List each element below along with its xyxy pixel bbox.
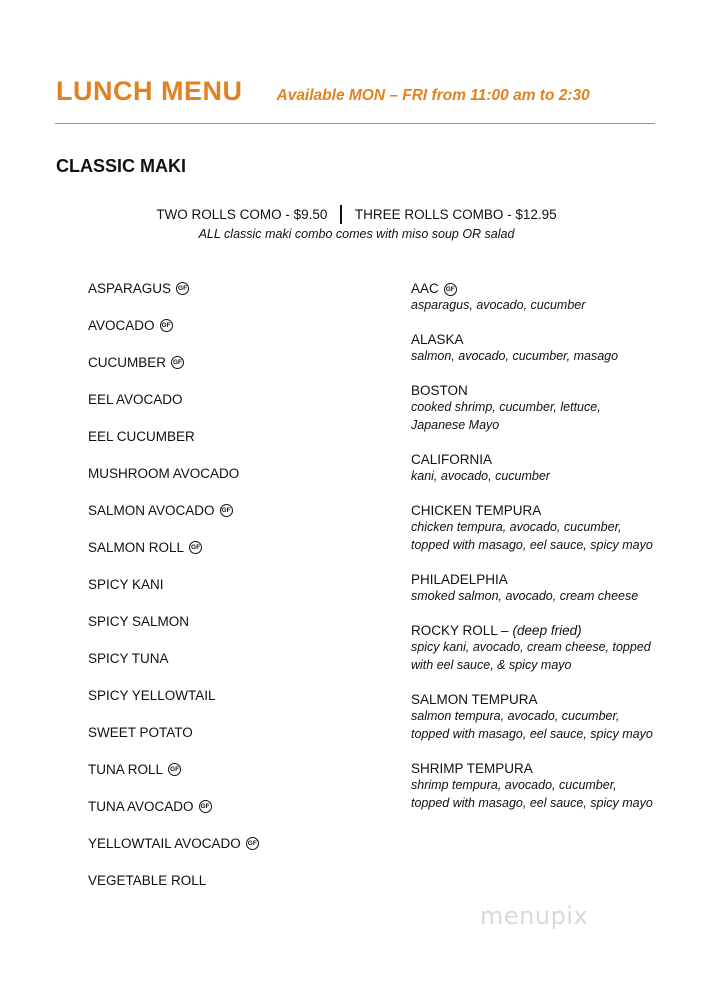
menu-item-header xyxy=(411,281,691,296)
combo-note: ALL classic maki combo comes with miso soup OR salad xyxy=(198,227,515,241)
menu-item xyxy=(411,332,691,365)
menu-item-description: spicy kani, avocado, cream cheese, topped xyxy=(411,640,651,654)
menu-item-header xyxy=(411,692,691,707)
menu-item-name: CHICKEN TEMPURA xyxy=(411,503,542,518)
menu-item-description: Japanese Mayo xyxy=(411,418,500,432)
menu-item xyxy=(88,318,259,355)
menu-item-header xyxy=(411,572,691,587)
menu-item-note: (deep fried) xyxy=(512,623,582,638)
menu-item-header xyxy=(411,623,691,638)
menu-item-header xyxy=(411,452,691,467)
gluten-free-icon: GF xyxy=(246,837,259,850)
menu-item-name: SPICY YELLOWTAIL xyxy=(88,688,216,703)
menu-item-name: CALIFORNIA xyxy=(411,452,493,467)
menu-item-description: asparagus, avocado, cucumber xyxy=(411,298,586,312)
menu-item-description: salmon, avocado, cucumber, masago xyxy=(411,349,619,363)
left-menu-list xyxy=(88,281,259,910)
menu-item xyxy=(88,614,259,651)
menu-item-header xyxy=(411,503,691,518)
menu-item-name: AVOCADO xyxy=(88,318,155,333)
menu-item-name: VEGETABLE ROLL xyxy=(88,873,207,888)
three-rolls-combo: THREE ROLLS COMBO - $12.95 xyxy=(354,207,557,222)
gluten-free-icon: GF xyxy=(171,356,184,369)
combo-separator xyxy=(340,205,342,224)
right-menu-list xyxy=(411,281,691,830)
menu-item-name: TUNA AVOCADO xyxy=(88,799,194,814)
menu-item-name: SALMON TEMPURA xyxy=(411,692,538,707)
menu-item xyxy=(88,688,259,725)
menu-item xyxy=(411,572,691,605)
menu-item xyxy=(88,355,259,392)
menu-item-name: EEL AVOCADO xyxy=(88,392,183,407)
menu-item-name: SALMON ROLL xyxy=(88,540,185,555)
menu-item xyxy=(411,281,691,314)
menu-item-description: topped with masago, eel sauce, spicy mayo xyxy=(411,796,653,810)
gluten-free-icon: GF xyxy=(160,319,173,332)
menu-item xyxy=(88,429,259,466)
menu-item-name: SPICY TUNA xyxy=(88,651,169,666)
menu-item-description: topped with masago, eel sauce, spicy mayo xyxy=(411,538,653,552)
menu-item-name: MUSHROOM AVOCADO xyxy=(88,466,240,481)
menu-item xyxy=(88,392,259,429)
menu-item-name: SPICY KANI xyxy=(88,577,164,592)
menu-item-name: ALASKA xyxy=(411,332,464,347)
menu-item xyxy=(88,466,259,503)
header-divider xyxy=(55,123,655,124)
menu-item-name: EEL CUCUMBER xyxy=(88,429,195,444)
section-title: CLASSIC MAKI xyxy=(56,156,186,176)
menu-item-description: topped with masago, eel sauce, spicy mayo xyxy=(411,727,653,741)
gluten-free-icon: GF xyxy=(189,541,202,554)
menu-item xyxy=(411,503,691,554)
menu-item xyxy=(411,623,691,674)
combo-pricing xyxy=(0,205,713,241)
gluten-free-icon: GF xyxy=(176,282,189,295)
menu-item xyxy=(88,836,259,873)
menu-item xyxy=(411,692,691,743)
menu-item xyxy=(88,503,259,540)
two-rolls-combo: TWO ROLLS COMO - $9.50 xyxy=(156,207,328,222)
menu-item-name: TUNA ROLL xyxy=(88,762,164,777)
menu-item-description: shrimp tempura, avocado, cucumber, xyxy=(411,778,617,792)
menu-item-name: ROCKY ROLL – xyxy=(411,623,509,638)
menu-item-description: smoked salmon, avocado, cream cheese xyxy=(411,589,639,603)
menu-item-name: SHRIMP TEMPURA xyxy=(411,761,533,776)
menu-item xyxy=(88,799,259,836)
watermark: menupix xyxy=(480,902,589,930)
menu-item xyxy=(88,651,259,688)
menu-item xyxy=(88,762,259,799)
gluten-free-icon: GF xyxy=(199,800,212,813)
combo-price-line xyxy=(0,205,713,224)
menu-item-description: cooked shrimp, cucumber, lettuce, xyxy=(411,400,601,414)
menu-item-name: CUCUMBER xyxy=(88,355,167,370)
menu-item-name: BOSTON xyxy=(411,383,468,398)
menu-item xyxy=(88,540,259,577)
gluten-free-icon: GF xyxy=(168,763,181,776)
availability-note: Available MON – FRI from 11:00 am to 2:30 xyxy=(276,87,590,104)
menu-item-header xyxy=(411,332,691,347)
menu-item xyxy=(411,452,691,485)
menu-item-name: AAC xyxy=(411,281,439,296)
menu-item-name: YELLOWTAIL AVOCADO xyxy=(88,836,241,851)
menu-item xyxy=(88,873,259,910)
menu-item-name: SWEET POTATO xyxy=(88,725,193,740)
page-title: LUNCH MENU xyxy=(56,76,243,106)
menu-item-header xyxy=(411,383,691,398)
menu-item-description: kani, avocado, cucumber xyxy=(411,469,550,483)
menu-item-description: chicken tempura, avocado, cucumber, xyxy=(411,520,622,534)
menu-item-name: PHILADELPHIA xyxy=(411,572,508,587)
menu-item xyxy=(88,725,259,762)
menu-item-description: salmon tempura, avocado, cucumber, xyxy=(411,709,620,723)
menu-item xyxy=(411,761,691,812)
menu-item-header xyxy=(411,761,691,776)
gluten-free-icon: GF xyxy=(220,504,233,517)
menu-item-name: SALMON AVOCADO xyxy=(88,503,215,518)
gluten-free-icon: GF xyxy=(444,283,457,296)
menu-header xyxy=(56,76,590,107)
menu-item xyxy=(88,281,259,318)
menu-item xyxy=(88,577,259,614)
menu-item-name: SPICY SALMON xyxy=(88,614,190,629)
menu-item-name: ASPARAGUS xyxy=(88,281,172,296)
menu-item xyxy=(411,383,691,434)
menu-item-description: with eel sauce, & spicy mayo xyxy=(411,658,572,672)
